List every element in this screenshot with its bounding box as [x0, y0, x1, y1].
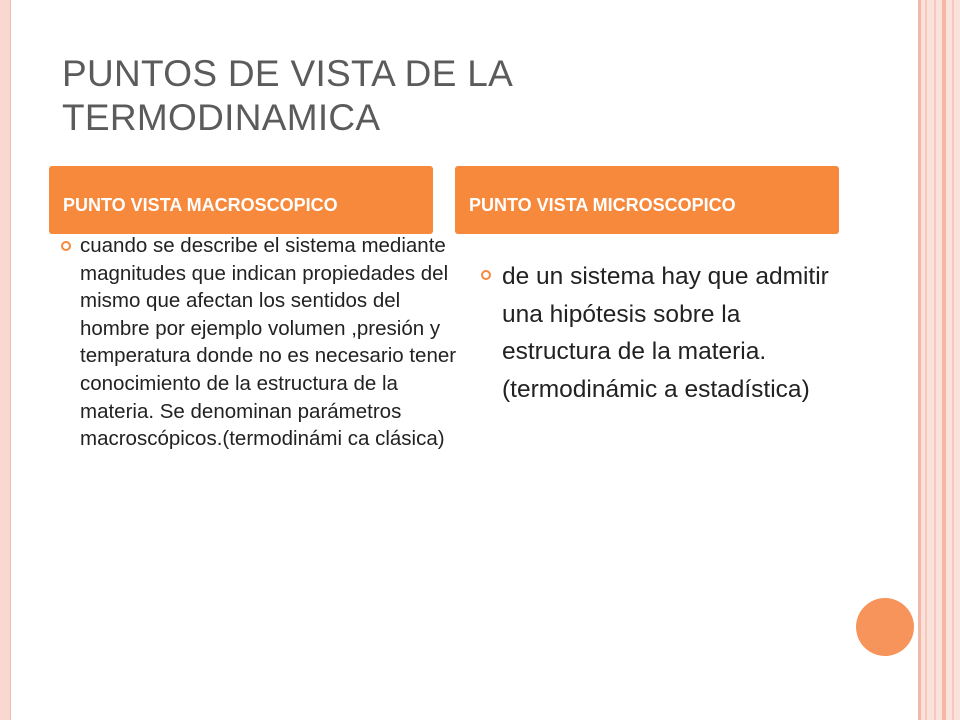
column-header-microscopic [455, 166, 839, 234]
bullet-icon [481, 270, 491, 280]
decorative-orange-circle [856, 598, 914, 656]
column-header-label: PUNTO VISTA MACROSCOPICO [63, 194, 338, 215]
column-text-microscopic: de un sistema hay que admitir una hipótesis sobre la estructura de la materia.(termodinámic a estadística) [502, 263, 829, 403]
slide-title: PUNTOS DE VISTA DE LA TERMODINAMICA [62, 53, 512, 138]
column-header-macroscopic [49, 166, 433, 234]
right-border-stripe [942, 0, 946, 720]
column-header-label: PUNTO VISTA MICROSCOPICO [469, 194, 736, 215]
left-border-decoration [0, 0, 11, 720]
right-border-stripe [934, 0, 936, 720]
right-border-stripe [918, 0, 921, 720]
bullet-icon [61, 241, 71, 251]
right-border-stripe [952, 0, 954, 720]
column-text-macroscopic: cuando se describe el sistema mediante magnitudes que indican propiedades del mismo que afectan los sentidos del hombre por ejemplo volumen ,presión y temperatura donde no es necesario tener conocimiento de la estructura de la materia. Se denominan parámetros macroscópicos.(termodinámi ca clásica) [80, 234, 457, 451]
right-border-stripe [925, 0, 927, 720]
